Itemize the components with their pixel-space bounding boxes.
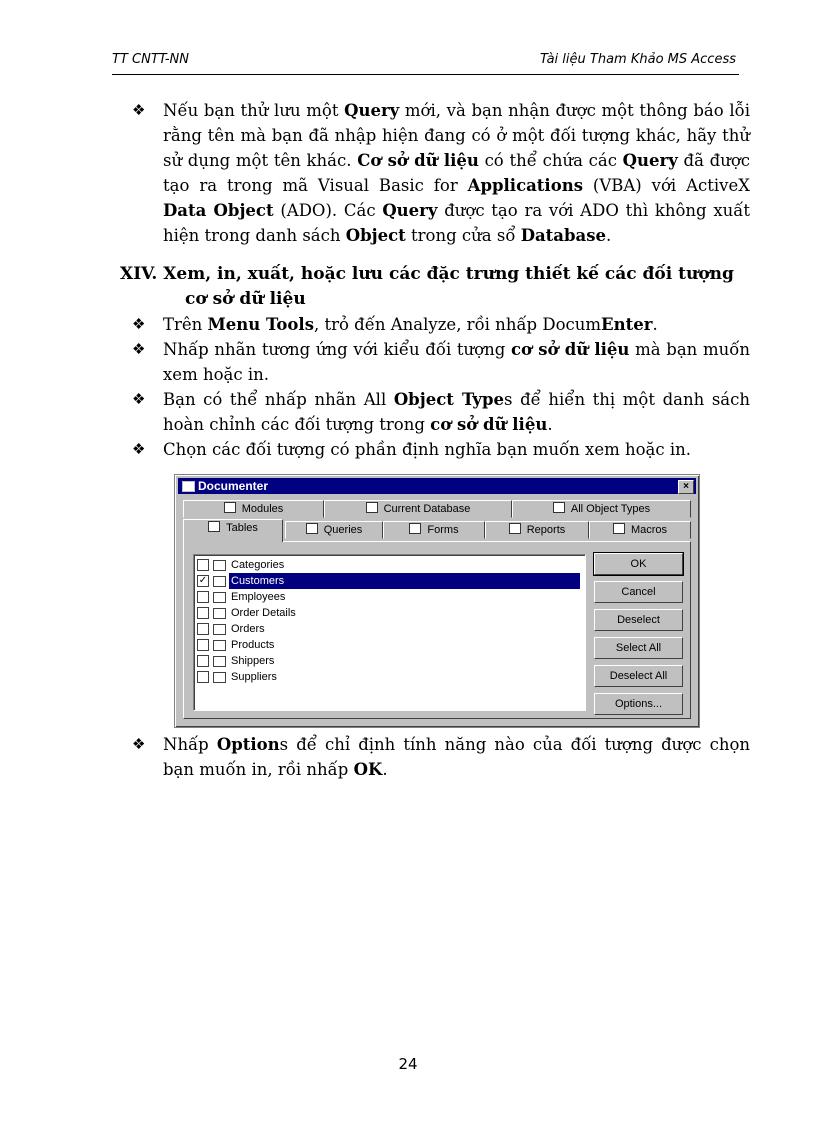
item-checkbox[interactable] xyxy=(197,607,209,619)
list-item[interactable]: Shippers xyxy=(194,653,585,669)
tab-all-object-types[interactable]: All Object Types xyxy=(512,500,691,518)
select-all-button[interactable]: Select All xyxy=(594,637,683,659)
cancel-button[interactable]: Cancel xyxy=(594,581,683,603)
list-item[interactable]: Order Details xyxy=(194,605,585,621)
list-item[interactable]: Orders xyxy=(194,621,585,637)
database-icon xyxy=(366,502,378,513)
table-icon xyxy=(213,656,226,667)
macro-icon xyxy=(613,523,625,534)
query-icon xyxy=(306,523,318,534)
page-number: 24 xyxy=(398,1055,418,1073)
documenter-dialog xyxy=(174,474,700,728)
bullet-diamond-icon: ❖ xyxy=(132,315,146,333)
dialog-title: Documenter xyxy=(198,479,269,493)
table-icon xyxy=(213,672,226,683)
table-icon xyxy=(213,576,226,587)
all-objects-icon xyxy=(553,502,565,513)
item-checkbox[interactable] xyxy=(197,639,209,651)
list-item[interactable]: Employees xyxy=(194,589,585,605)
section-heading: XIV. Xem, in, xuất, hoặc lưu các đặc trưng thiết kế các đối tượng cơ sở dữ liệu xyxy=(120,264,734,309)
list-item[interactable]: Suppliers xyxy=(194,669,585,685)
bullet-step-2: ❖ Nhấp nhãn tương ứng với kiểu đối tượng cơ sở dữ liệu mà bạn muốn xem hoặc in. xyxy=(120,337,750,387)
form-icon xyxy=(409,523,421,534)
tab-forms[interactable]: Forms xyxy=(383,521,485,539)
documenter-icon xyxy=(182,481,195,492)
dialog-titlebar xyxy=(178,478,696,494)
tab-current-database[interactable]: Current Database xyxy=(324,500,512,518)
module-icon xyxy=(224,502,236,513)
table-icon xyxy=(213,608,226,619)
tab-macros[interactable]: Macros xyxy=(589,521,691,539)
bullet-diamond-icon: ❖ xyxy=(132,340,146,358)
table-icon xyxy=(213,624,226,635)
header-left: TT CNTT-NN xyxy=(112,52,189,67)
bullet-step-3: ❖ Bạn có thể nhấp nhãn All Object Types để hiển thị một danh sách hoàn chỉnh các đối tượng trong cơ sở dữ liệu. xyxy=(120,387,750,437)
item-checkbox[interactable] xyxy=(197,671,209,683)
table-icon xyxy=(213,640,226,651)
bullet-diamond-icon: ❖ xyxy=(132,101,146,119)
table-icon xyxy=(208,521,220,532)
header-divider xyxy=(112,74,739,75)
item-checkbox[interactable] xyxy=(197,623,209,635)
item-checkbox[interactable] xyxy=(197,559,209,571)
options-button[interactable]: Options... xyxy=(594,693,683,715)
intro-block xyxy=(120,98,750,462)
ok-button[interactable]: OK xyxy=(594,553,683,575)
deselect-button[interactable]: Deselect xyxy=(594,609,683,631)
tab-modules[interactable]: Modules xyxy=(183,500,324,518)
deselect-all-button[interactable]: Deselect All xyxy=(594,665,683,687)
tab-queries[interactable]: Queries xyxy=(285,521,383,539)
bullet-diamond-icon: ❖ xyxy=(132,440,146,458)
tab-reports[interactable]: Reports xyxy=(485,521,589,539)
bullet-step-5: ❖ Nhấp Options để chỉ định tính năng nào của đối tượng được chọn bạn muốn in, rồi nhấp OK. xyxy=(120,732,750,782)
header-right: Tài liệu Tham Khảo MS Access xyxy=(540,52,736,67)
list-item[interactable]: Products xyxy=(194,637,585,653)
bullet-step-1: ❖ Trên Menu Tools, trỏ đến Analyze, rồi nhấp DocumEnter. xyxy=(120,312,750,337)
bullet-step-4: ❖ Chọn các đối tượng có phần định nghĩa bạn muốn xem hoặc in. xyxy=(120,437,750,462)
table-icon xyxy=(213,592,226,603)
object-list[interactable] xyxy=(193,554,586,711)
tab-tables[interactable]: Tables xyxy=(183,519,283,542)
closing-block xyxy=(120,732,750,782)
list-item[interactable]: ✓ Customers xyxy=(194,573,585,589)
table-icon xyxy=(213,560,226,571)
bullet-diamond-icon: ❖ xyxy=(132,735,146,753)
item-checkbox[interactable] xyxy=(197,655,209,667)
list-item[interactable]: Categories xyxy=(194,557,585,573)
close-button[interactable]: × xyxy=(678,480,694,494)
para-query-note: ❖ Nếu bạn thử lưu một Query mới, và bạn nhận được một thông báo lỗi rằng tên mà bạn đã nhập hiện đang có ở một đối tượng khác, hãy thử sử dụng một tên khác. Cơ sở dữ liệu có thể chứa các Query đã được tạo ra trong mã Visual Basic for Applications (VBA) với ActiveX Data Object (ADO). Các Query được tạo ra với ADO thì không xuất hiện trong danh sách Object trong cửa sổ Database. xyxy=(120,98,750,248)
report-icon xyxy=(509,523,521,534)
bullet-diamond-icon: ❖ xyxy=(132,390,146,408)
item-checkbox[interactable] xyxy=(197,591,209,603)
item-checkbox[interactable]: ✓ xyxy=(198,575,208,586)
